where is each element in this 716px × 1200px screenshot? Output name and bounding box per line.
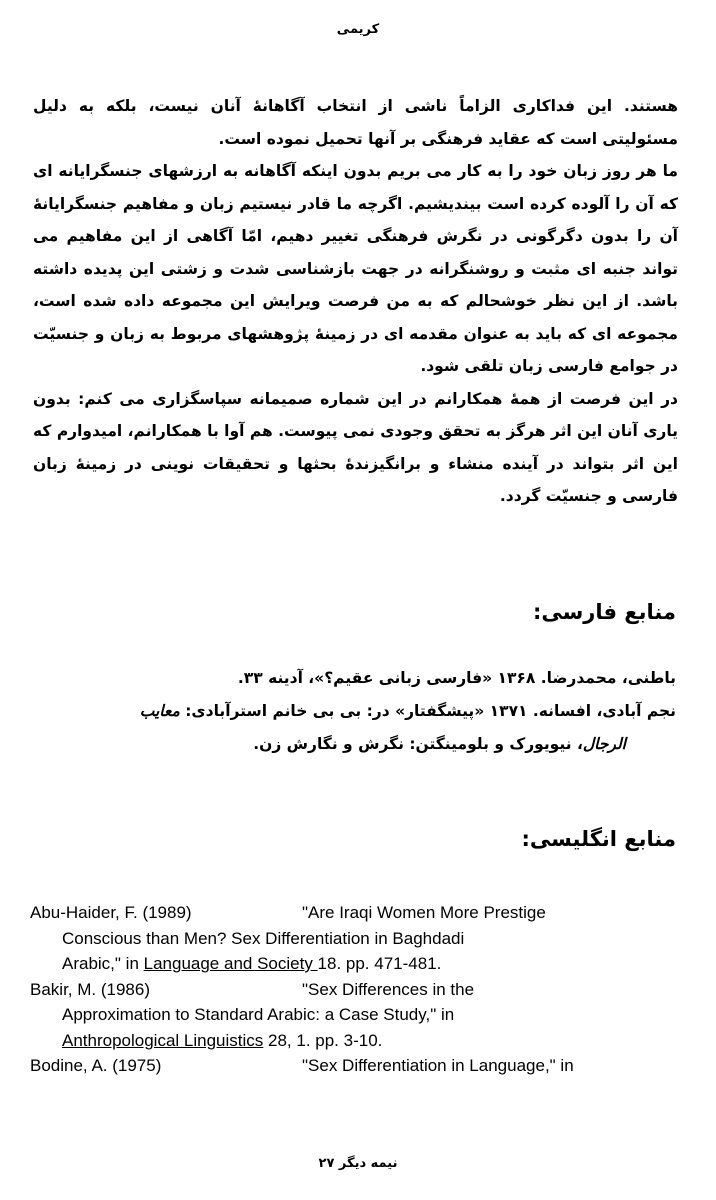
- reference-title: معایب: [139, 702, 180, 720]
- reference-text: ، نیویورک و بلومینگتن: نگرش و نگارش زن.: [253, 735, 583, 753]
- reference-item: [30, 1053, 690, 1079]
- reference-text: 18. pp. 471-481.: [317, 954, 442, 973]
- reference-title: الرجال: [582, 735, 626, 753]
- persian-references-heading: منابع فارسی:: [532, 600, 676, 624]
- reference-item: [30, 900, 690, 977]
- reference-author: Bodine, A. (1975): [30, 1056, 162, 1075]
- reference-title: "Sex Differentiation in Language," in: [302, 1056, 574, 1075]
- reference-line: Conscious than Men? Sex Differentiation in Baghdadi: [62, 928, 465, 948]
- reference-author: Abu-Haider, F. (1989): [30, 903, 192, 922]
- reference-line: Approximation to Standard Arabic: a Case Study," in: [62, 1005, 455, 1024]
- reference-title: "Are Iraqi Women More Prestige: [302, 903, 546, 922]
- english-references-list: [30, 900, 690, 1079]
- page-footer: نیمه دیگر ۲۷: [318, 1156, 398, 1171]
- reference-text: Arabic," in: [62, 954, 144, 973]
- reference-line: [30, 951, 690, 977]
- running-header: کریمی: [336, 22, 380, 37]
- paragraph: ما هر روز زبان خود را به کار می بریم بدون اینکه آگاهانه به ارزشهای جنسگرایانه ای که آن را آلوده کرده است بیندیشیم. اگرچه ما قادر نیستیم زبان و مفاهیم جنسگرایانهٔ آن را بدون دگرگونی در نگرش فرهنگی تغییر دهیم، امّا آگاهی از این مفاهیم می تواند جنبه ای مثبت و روشنگرانه در جهت بازشناسی شدت و زشتی این پدیده داشته باشد. از این نظر خوشحالم که به من فرصت ویرایش این مجموعه داده شده است، مجموعه ای که باید به عنوان مقدمه ای در زمینهٔ پژوهشهای مربوط به زبان و جنسیّت در جوامع فارسی زبان تلقی شود.: [33, 162, 678, 375]
- reference-title: "Sex Differences in the: [302, 979, 475, 999]
- reference-item: [36, 695, 676, 761]
- reference-author: Bakir, M. (1986): [30, 979, 150, 999]
- reference-item: باطنی، محمدرضا. ۱۳۶۸ «فارسی زبانی عقیم؟»، آدینه ۳۳.: [237, 669, 676, 687]
- reference-text: نجم آبادی، افسانه. ۱۳۷۱ «پیشگفتار» در: بی بی خانم استرآبادی:: [179, 702, 676, 720]
- reference-continuation: [36, 728, 676, 761]
- body-text: [33, 90, 678, 513]
- journal-name: Anthropological Linguistics: [62, 1030, 264, 1050]
- reference-text: 28, 1. pp. 3-10.: [263, 1030, 383, 1050]
- persian-references-list: [36, 662, 676, 761]
- paragraph: در این فرصت از همهٔ همکارانم در این شماره صمیمانه سپاسگزاری می کنم: بدون یاری آنان این اثر هرگز به تحقق وجودی نمی پیوست. هم آوا با همکارانم، امیدوارم که این اثر بتواند در آینده منشاء و برانگیزندهٔ بحثها و تحقیقات نوینی در زمینهٔ زبان فارسی و جنسیّت گردد.: [33, 389, 678, 505]
- english-references-heading: منابع انگلیسی:: [521, 827, 676, 851]
- reference-item: [30, 977, 690, 1054]
- reference-line: [30, 1028, 690, 1054]
- journal-name: Language and Society: [143, 954, 318, 973]
- paragraph: هستند. این فداکاری الزاماً ناشی از انتخاب آگاهانهٔ آنان نیست، بلکه به دلیل مسئولیتی است که عقاید فرهنگی بر آنها تحمیل نموده است.: [33, 97, 678, 148]
